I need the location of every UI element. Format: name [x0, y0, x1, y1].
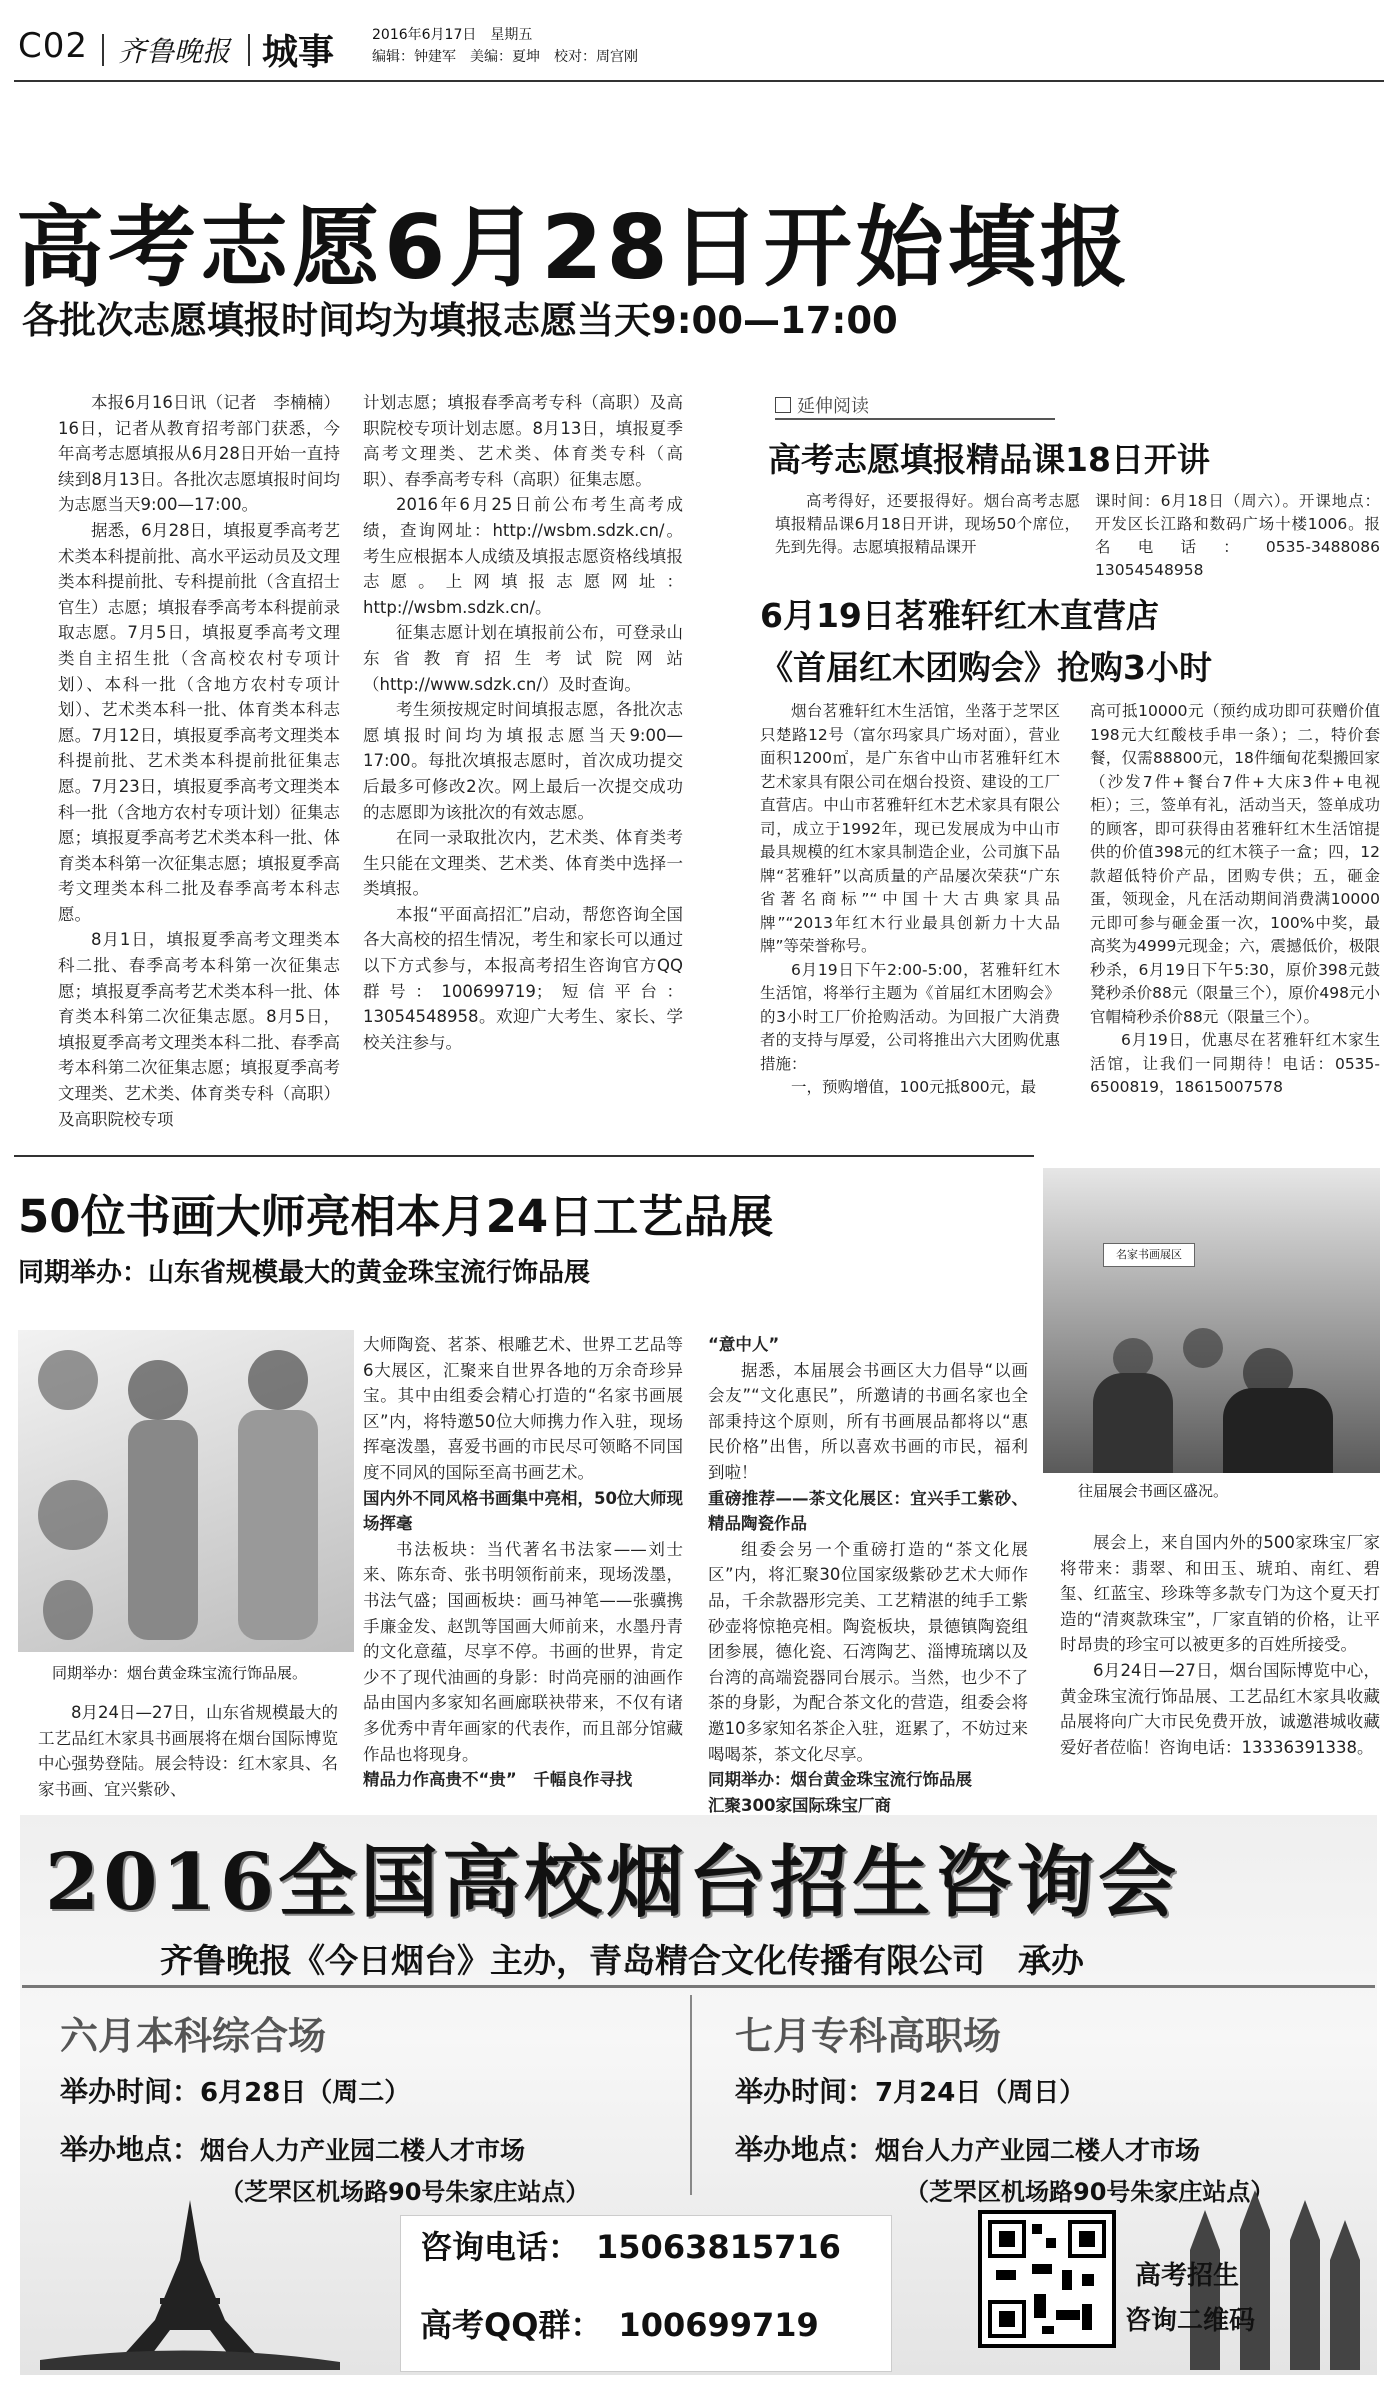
paragraph: 展会上，来自国内外的500家珠宝厂家将带来：翡翠、和田玉、琥珀、南红、碧玺、红蓝宝、珍珠等多款专门为这个夏天打造的“清爽款珠宝”，厂家直销的价格，让平时昂贵的珍宝可以被更多的百姓所接受。 — [1060, 1533, 1380, 1655]
article4-col1 — [38, 1700, 338, 1802]
paragraph: 8月1日，填报夏季高考文理类本科二批、春季高考本科第一次征集志愿；填报夏季高考艺术类本科一批、体育类本科第二次征集志愿。8月5日，填报夏季高考文理类本科二批、春季高考本科第二次征集志愿；填报夏季高考文理类、艺术类、体育类专科（高职）及高职院校专项 — [58, 930, 340, 1129]
qq-line — [420, 2300, 819, 2346]
article1-col2 — [363, 390, 683, 1055]
article3-col1 — [760, 700, 1060, 1100]
session2-place — [735, 2128, 1200, 2168]
time-value: 7月24日（周日） — [875, 2078, 1086, 2108]
eiffel-tower-icon — [40, 2200, 340, 2370]
article4-col3 — [708, 1332, 1028, 1818]
qr-caption-line2: 咨询二维码 — [1125, 2306, 1256, 2336]
banner-title: 2016全国高校烟台招生咨询会 — [45, 1837, 1181, 1928]
header-divider — [102, 34, 104, 66]
section-name: 城事 — [262, 32, 335, 73]
session2-place-note: （芝罘区机场路90号朱家庄站点） — [905, 2178, 1275, 2206]
paragraph: 6月19日，优惠尽在茗雅轩红木家生活馆，让我们一同期待！电话：0535-6500819，18615007578 — [1090, 1031, 1380, 1096]
article3-col2 — [1090, 700, 1380, 1100]
time-label: 举办时间： — [735, 2075, 876, 2108]
paragraph: 2016年6月25日前公布考生高考成绩，查询网址：http://wsbm.sdzk.cn/。考生应根据本人成绩及填报志愿资格线填报志愿。上网填报志愿网址：http://wsbm.sdzk.cn/。 — [363, 495, 683, 617]
qr-caption-line1: 高考招生 — [1135, 2261, 1240, 2291]
exhibition-hall-photo — [1043, 1168, 1380, 1473]
paragraph: “意中人” — [708, 1335, 780, 1354]
paragraph: 组委会另一个重磅打造的“茶文化展区”内，将汇聚30位国家级紫砂艺术大师作品，千余款器形完美、工艺精湛的纯手工紫砂壶将惊艳亮相。陶瓷板块，景德镇陶瓷组团参展，德化瓷、石湾陶艺、淄博琉璃以及台湾的高端瓷器同台展示。当然，也少不了茶的身影，为配合茶文化的营造，组委会将邀10多家知名茶企入驻，逛累了，不妨过来喝喝茶，茶文化尽享。 — [708, 1539, 1028, 1764]
article4-subhead: 同期举办：山东省规模最大的黄金珠宝流行饰品展 — [18, 1258, 591, 1288]
article3-headline-line1: 6月19日茗雅轩红木直营店 — [760, 596, 1159, 635]
article4-col4 — [1060, 1530, 1380, 1760]
paragraph: 本报“平面高招汇”启动，帮您咨询全国各大高校的招生情况，考生和家长可以通过以下方式参与，本报高考招生咨询官方QQ群号：100699719；短信平台：13054548958。欢迎广大考生、家长、学校关注参与。 — [363, 904, 683, 1052]
main-subhead: 各批次志愿填报时间均为填报志愿当天9:00—17:00 — [22, 299, 898, 342]
paragraph: 大师陶瓷、茗茶、根雕艺术、世界工艺品等6大展区，汇聚来自世界各地的万余奇珍异宝。其中由组委会精心打造的“名家书画展区”内，将特邀50位大师携力作入驻，现场挥毫泼墨，喜爱书画的市民尽可领略不同国度不同风的国际至高书画艺术。 — [363, 1335, 683, 1482]
paragraph: 据悉，本届展会书画区大力倡导“以画会友”“文化惠民”，所邀请的书画名家也全部秉持这个原则，所有书画展品都将以“惠民价格”出售，所以喜欢书画的市民，福利到啦！ — [708, 1360, 1028, 1482]
article1-col1 — [58, 390, 340, 1132]
paragraph: 在同一录取批次内，艺术类、体育类考生只能在文理类、艺术类、体育类中选择一类填报。 — [363, 828, 683, 899]
exhibition-photo-caption: 往届展会书画区盛况。 — [1078, 1482, 1229, 1500]
date-line: 2016年6月17日 星期五 — [372, 27, 533, 43]
paragraph: 计划志愿；填报春季高考专科（高职）及高职院校专项计划志愿。8月13日，填报夏季高考文理类、艺术类、体育类专科（高职）、春季高考专科（高职）征集志愿。 — [363, 393, 683, 489]
header-rule — [14, 80, 1384, 82]
place-label: 举办地点： — [60, 2133, 201, 2166]
main-headline: 高考志愿6月28日开始填报 — [16, 196, 1132, 299]
section-subhead: 同期举办：烟台黄金珠宝流行饰品展 — [708, 1770, 972, 1790]
session1-title: 六月本科综合场 — [60, 2014, 327, 2058]
section-subhead: 汇聚300家国际珠宝厂商 — [708, 1795, 891, 1815]
banner-divider — [690, 1995, 692, 2195]
paragraph: 书法板块：当代著名书法家——刘士来、陈东奇、张书明领衔前来，现场泼墨，书法气盛；国画板块：画马神笔——张骥携手廉金发、赵凯等国画大师前来，水墨丹青的文化意蕴，尽享不停。书画的世界，肯定少不了现代油画的身影：时尚亮丽的油画作品由国内多家知名画廊联袂带来，不仅有诸多优秀中青年画家的代表作，而且部分馆藏作品也将现身。 — [363, 1539, 683, 1764]
paragraph: 6月19日下午2:00-5:00，茗雅轩红木生活馆，将举行主题为《首届红木团购会》的3小时工厂价抢购活动。为回报广大消费者的支持与厚爱，公司将推出六大团购优惠措施： — [760, 960, 1060, 1073]
phone-label: 咨询电话： — [420, 2228, 581, 2266]
paper-name: 齐鲁晚报 — [118, 35, 231, 68]
paragraph: 一，预购增值，100元抵800元，最 — [791, 1078, 1037, 1096]
article3-headline-line2: 《首届红木团购会》抢购3小时 — [760, 648, 1212, 687]
section-subhead: 重磅推荐——茶文化展区：宜兴手工紫砂、精品陶瓷作品 — [708, 1488, 1028, 1534]
article4-col2 — [363, 1332, 683, 1793]
time-value: 6月28日（周二） — [200, 2078, 411, 2108]
qr-code[interactable] — [978, 2210, 1116, 2348]
session1-place — [60, 2128, 525, 2168]
paragraph: 课时间：6月18日（周六）。开课地点：开发区长江路和数码广场十楼1006。报名电话：0535-3488086 13054548958 — [1095, 492, 1380, 579]
place-value: 烟台人力产业园二楼人才市场 — [200, 2136, 526, 2165]
paragraph: 征集志愿计划在填报前公布，可登录山东省教育招生考试院网站（http://www.sdzk.cn/）及时查询。 — [363, 623, 683, 694]
paragraph: 6月24日—27日，烟台国际博览中心，黄金珠宝流行饰品展、工艺品红木家具收藏品展将向广大市民免费开放，诚邀港城收藏爱好者莅临！咨询电话：13336391338。 — [1060, 1660, 1380, 1757]
banner-subtitle: 齐鲁晚报《今日烟台》主办，青岛精合文化传播有限公司 承办 — [160, 1941, 1084, 1980]
time-label: 举办时间： — [60, 2075, 201, 2108]
paragraph: 烟台茗雅轩红木生活馆，坐落于芝罘区只楚路12号（富尔玛家具广场对面），营业面积1200㎡，是广东省中山市茗雅轩红木艺术家具有限公司在烟台投资、建设的工厂直营店。中山市茗雅轩红木艺术家具有限公司，成立于1992年，现已发展成为中山市最具规模的红木家具制造企业，公司旗下品牌“茗雅轩”以高质量的产品屡次荣获“广东省著名商标”“中国十大古典家具品牌”“2013年红木行业最具创新力十大品牌”等荣誉称号。 — [760, 702, 1060, 955]
place-value: 烟台人力产业园二楼人才市场 — [875, 2136, 1201, 2165]
session1-time — [60, 2070, 410, 2110]
header-divider — [248, 34, 250, 66]
jewelry-fashion-photo — [18, 1330, 354, 1652]
extended-col1 — [775, 490, 1080, 559]
article4-headline: 50位书画大师亮相本月24日工艺品展 — [18, 1190, 774, 1243]
jewelry-photo-caption: 同期举办：烟台黄金珠宝流行饰品展。 — [52, 1664, 308, 1682]
banner-rule — [22, 1985, 1375, 1988]
paragraph: 8月24日—27日，山东省规模最大的工艺品红木家具书画展将在烟台国际博览中心强势登陆。展会特设：红木家具、名家书画、宜兴紫砂、 — [38, 1703, 338, 1799]
place-label: 举办地点： — [735, 2133, 876, 2166]
phone-value: 15063815716 — [596, 2228, 841, 2266]
exhibition-sign: 名家书画展区 — [1103, 1243, 1195, 1267]
session1-place-note: （芝罘区机场路90号朱家庄站点） — [220, 2178, 590, 2206]
section-rule — [14, 1155, 1034, 1157]
extended-reading-tag — [775, 392, 1055, 420]
section-subhead: 精品力作高贵不“贵” 千幅良作寻找 — [363, 1770, 633, 1790]
session2-time — [735, 2070, 1085, 2110]
page-code: C02 — [18, 26, 89, 66]
paragraph: 本报6月16日讯（记者 李楠楠）16日，记者从教育招考部门获悉，今年高考志愿填报从6月28日开始一直持续到8月13日。各批次志愿填报时间均为志愿当天9:00—17:00。 — [58, 393, 340, 515]
paragraph: 考生须按规定时间填报志愿，各批次志愿填报时间均为填报志愿当天9:00—17:00。每批次填报志愿时，首次成功提交后最多可修改2次。网上最后一次提交成功的志愿即为该批次的有效志愿。 — [363, 700, 683, 822]
section-subhead: 国内外不同风格书画集中亮相，50位大师现场挥毫 — [363, 1488, 683, 1534]
session2-title: 七月专科高职场 — [735, 2014, 1002, 2058]
extended-headline: 高考志愿填报精品课18日开讲 — [768, 440, 1210, 479]
tag-box-icon — [775, 397, 791, 413]
paragraph: 高可抵10000元（预约成功即可获赠价值198元大红酸枝手串一条）；二，特价套餐，仅需88800元，18件缅甸花梨搬回家（沙发7件+餐台7件+大床3件+电视柜）；三，签单有礼，活动当天，签单成功的顾客，即可获得由茗雅轩红木生活馆提供的价值398元的红木筷子一盒；四，12款超低特价产品，团购专供；五，砸金蛋，领现金，凡在活动期间消费满10000元即可参与砸金蛋一次，100%中奖，最高奖为4999元现金；六，震撼低价，极限秒杀，6月19日下午5:30，原价398元鼓凳秒杀价88元（限量三个），原价498元小官帽椅秒杀价88元（限量三个）。 — [1090, 702, 1380, 1026]
phone-line — [420, 2222, 841, 2268]
qq-value: 100699719 — [618, 2306, 819, 2344]
header-meta — [372, 24, 638, 68]
paragraph: 据悉，6月28日，填报夏季高考艺术类本科提前批、高水平运动员及文理类本科提前批、专科提前批（含直招士官生）志愿；填报春季高考本科提前录取志愿。7月5日，填报夏季高考文理类自主招生批（含高校农村专项计划）、本科一批（含地方农村专项计划）、艺术类本科一批、体育类本科志愿。7月12日，填报夏季高考文理类本科提前批、艺术类本科提前批征集志愿。7月23日，填报夏季高考文理类本科一批（含地方农村专项计划）征集志愿；填报夏季高考艺术类本科一批、体育类本科第一次征集志愿；填报夏季高考文理类本科二批及春季高考本科志愿。 — [58, 520, 340, 924]
qq-label: 高考QQ群： — [420, 2306, 603, 2344]
extended-col2 — [1095, 490, 1380, 582]
extended-tag-label: 延伸阅读 — [797, 396, 869, 417]
paragraph: 高考得好，还要报得好。烟台高考志愿填报精品课6月18日开讲，现场50个席位，先到先得。志愿填报精品课开 — [775, 492, 1080, 556]
staff-line: 编辑：钟建军 美编：夏坤 校对：周宫刚 — [372, 49, 638, 65]
